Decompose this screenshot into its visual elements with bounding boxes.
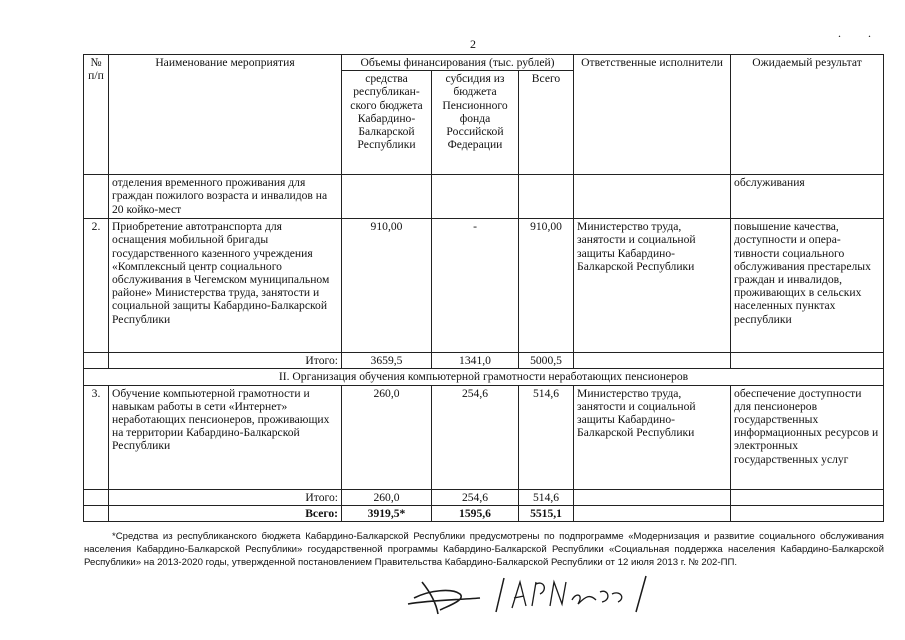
itogo2-label: Итого: xyxy=(109,489,342,505)
grand-total-row xyxy=(84,505,884,521)
row-cont-result: обслуживания xyxy=(731,175,884,219)
itogo1-budget: 3659,5 xyxy=(342,353,432,369)
row2-budget: 910,00 xyxy=(342,219,432,353)
table-row xyxy=(84,219,884,353)
subtotal-row xyxy=(84,489,884,505)
row2-name: Приобретение автотранспорта для оснащения мобильной бригады государственного казенного учреждения «Комплексный центр социального обслуживания в Чегемском муниципальном районе» Министерства труда, занятости и социальной защиты Кабардино-Балкарской Республики xyxy=(109,219,342,353)
section-2-title: II. Организация обучения компьютерной грамотности неработающих пенсионеров xyxy=(84,369,884,385)
section-row xyxy=(84,369,884,385)
itogo2-total: 514,6 xyxy=(519,489,574,505)
row3-total: 514,6 xyxy=(519,385,574,489)
header-total: Всего xyxy=(519,71,574,175)
row2-num: 2. xyxy=(84,219,109,353)
handwritten-signature xyxy=(400,570,660,620)
grand-total: 5515,1 xyxy=(519,505,574,521)
table-row xyxy=(84,385,884,489)
funding-table xyxy=(83,54,884,522)
grand-subsidy: 1595,6 xyxy=(432,505,519,521)
header-executors: Ответственные исполнители xyxy=(574,55,731,175)
header-funding: Объемы финансирования (тыс. рублей) xyxy=(342,55,574,71)
row3-budget: 260,0 xyxy=(342,385,432,489)
header-num: № п/п xyxy=(84,55,109,175)
header-subsidy: субсидия из бюджета Пенсионного фонда Российской Федерации xyxy=(432,71,519,175)
grand-budget: 3919,5* xyxy=(342,505,432,521)
itogo1-label: Итого: xyxy=(109,353,342,369)
grand-label: Всего: xyxy=(109,505,342,521)
itogo2-subsidy: 254,6 xyxy=(432,489,519,505)
row3-num: 3. xyxy=(84,385,109,489)
table-row xyxy=(84,175,884,219)
header-result: Ожидаемый результат xyxy=(731,55,884,175)
row2-result: повышение качества, доступности и опера-тивности социального обслуживания престарелых граждан и инвалидов, проживающих в сельских населенных пунктах республики xyxy=(731,219,884,353)
row2-executor: Министерство труда, занятости и социальной защиты Кабардино-Балкарской Республики xyxy=(574,219,731,353)
row3-name: Обучение компьютерной грамотности и навыкам работы в сети «Интернет» неработающих пенсионеров, проживающих на территории Кабардино-Балкарской Республики xyxy=(109,385,342,489)
itogo2-budget: 260,0 xyxy=(342,489,432,505)
row2-subsidy: - xyxy=(432,219,519,353)
subtotal-row xyxy=(84,353,884,369)
footnote xyxy=(84,530,884,569)
row-cont-name: отделения временного проживания для граждан пожилого возраста и инвалидов на 20 койко-мест xyxy=(109,175,342,219)
itogo1-total: 5000,5 xyxy=(519,353,574,369)
corner-marks: . . xyxy=(838,26,883,40)
page-number: 2 xyxy=(470,37,476,51)
footnote-text: *Средства из республиканского бюджета Кабардино-Балкарской Республики предусмотрены по подпрограмме «Модернизация и развитие социального обслуживания населения Кабардино-Балкарской Республики» государственной программы Кабардино-Балкарской Республики «Социальная поддержка населения Кабардино-Балкарской Республики» на 2013-2020 годы, утвержденной постановлением Правительства Кабардино-Балкарской Республики от 12 июля 2013 г. № 202-ПП. xyxy=(84,531,884,568)
row3-subsidy: 254,6 xyxy=(432,385,519,489)
row3-executor: Министерство труда, занятости и социальной защиты Кабардино-Балкарской Республики xyxy=(574,385,731,489)
row3-result: обеспечение доступности для пенсионеров государственных информационных ресурсов и электронных государственных услуг xyxy=(731,385,884,489)
header-name: Наименование мероприятия xyxy=(109,55,342,175)
header-budget: средства республикан-ского бюджета Кабардино-Балкарской Республики xyxy=(342,71,432,175)
row2-total: 910,00 xyxy=(519,219,574,353)
itogo1-subsidy: 1341,0 xyxy=(432,353,519,369)
